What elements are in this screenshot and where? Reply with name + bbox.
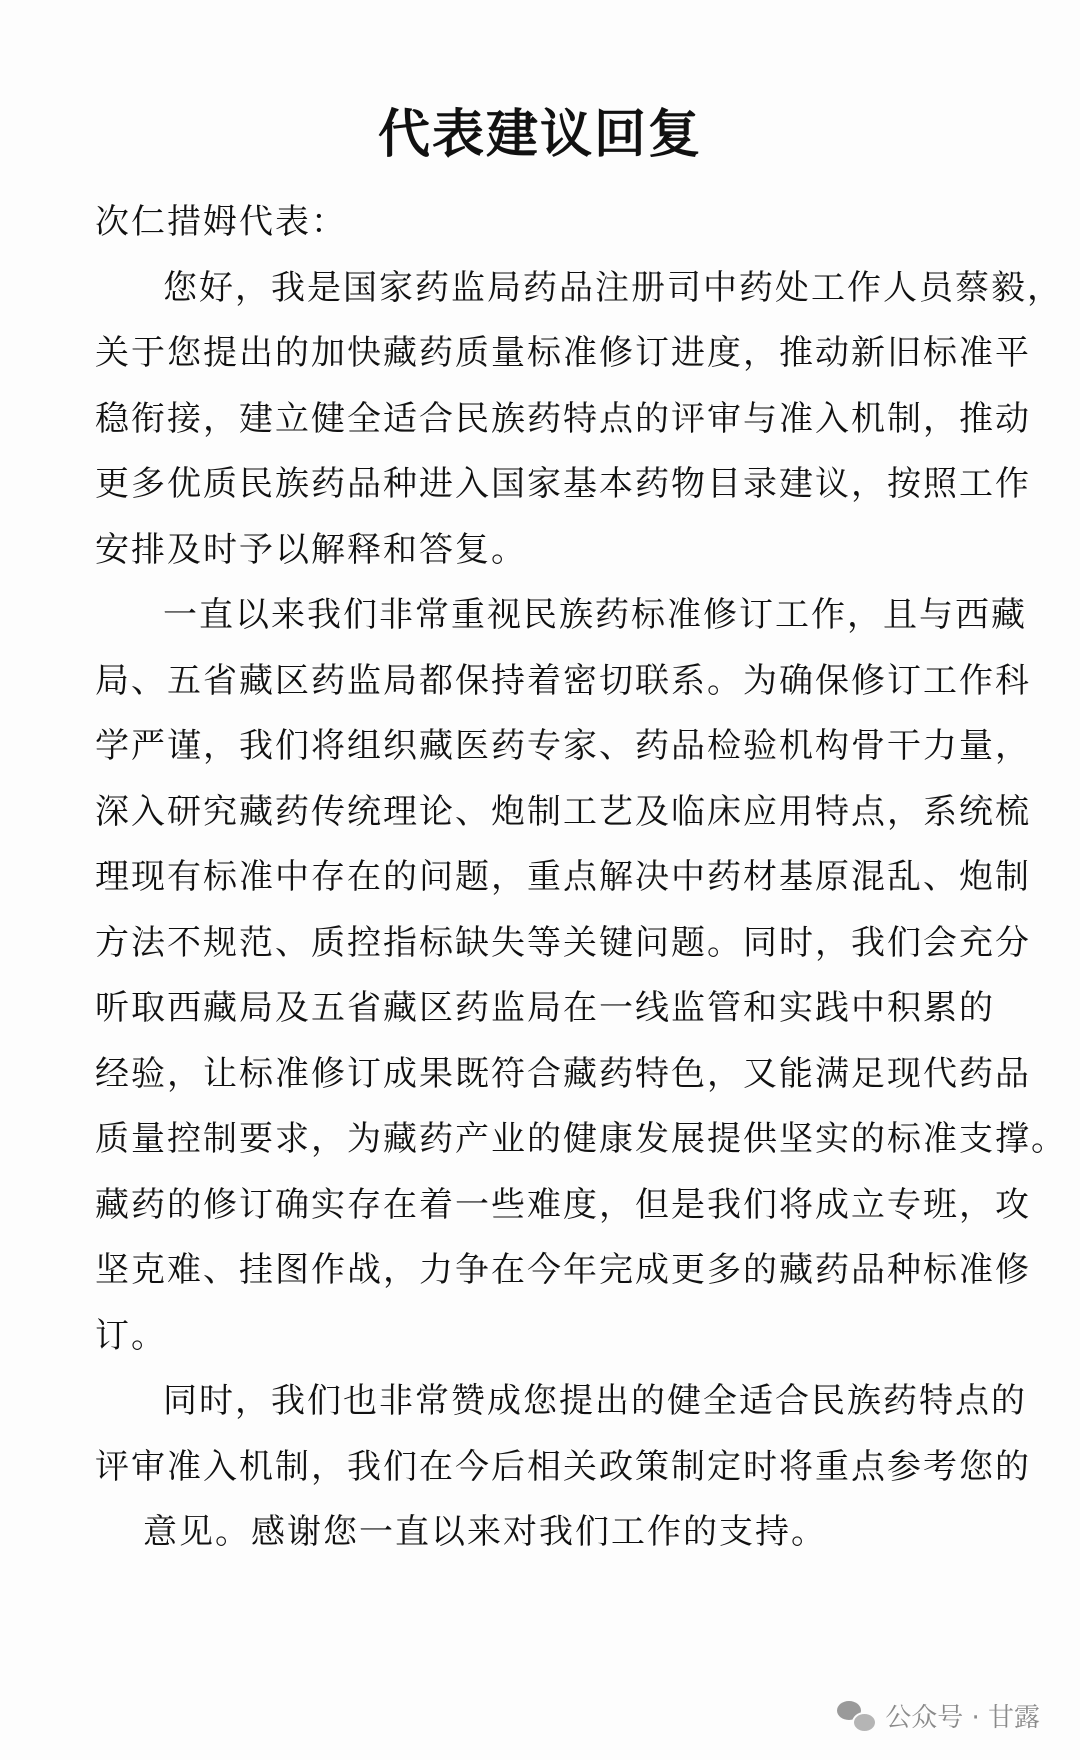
document-title: 代表建议回复 xyxy=(377,105,702,165)
paragraph-2-line-1: 一直以来我们非常重视民族药标准修订工作，且与西藏 xyxy=(163,595,1027,635)
paragraph-2-line-5: 理现有标准中存在的问题，重点解决中药材基原混乱、炮制 xyxy=(95,857,1031,897)
paragraph-2-line-8: 经验，让标准修订成果既符合藏药特色，又能满足现代药品 xyxy=(95,1053,1031,1094)
paragraph-2-line-6: 方法不规范、质控指标缺失等关键问题。同时，我们会充分 xyxy=(95,922,1031,963)
paragraph-2-line-9: 质量控制要求，为藏药产业的健康发展提供坚实的标准支撑。 xyxy=(95,1119,1067,1159)
paragraph-2-line-3: 学严谨，我们将组织藏医药专家、药品检验机构骨干力量， xyxy=(95,726,1031,766)
paragraph-1-line-4: 更多优质民族药品种进入国家基本药物目录建议，按照工作 xyxy=(95,464,1031,504)
paragraph-2-line-10: 藏药的修订确实存在着一些难度，但是我们将成立专班，攻 xyxy=(95,1184,1031,1225)
paragraph-1-line-1: 您好，我是国家药监局药品注册司中药处工作人员蔡毅， xyxy=(163,267,1063,308)
salutation: 次仁措姆代表： xyxy=(95,202,347,242)
paragraph-2-line-7: 听取西藏局及五省藏区药监局在一线监管和实践中积累的 xyxy=(95,988,995,1028)
wechat-icon xyxy=(837,1701,875,1731)
watermark-text: 公众号 · 甘露 xyxy=(885,1703,1040,1733)
paragraph-2-line-4: 深入研究藏药传统理论、炮制工艺及临床应用特点，系统梳 xyxy=(95,791,1031,832)
paragraph-1-line-5: 安排及时予以解释和答复。 xyxy=(95,529,527,570)
paragraph-3-line-2: 评审准入机制，我们在今后相关政策制定时将重点参考您的 xyxy=(95,1446,1031,1487)
paragraph-1-line-3: 稳衔接，建立健全适合民族药特点的评审与准入机制，推动 xyxy=(95,398,1031,439)
paragraph-2-line-11: 坚克难、挂图作战，力争在今年完成更多的藏药品种标准修 xyxy=(95,1250,1031,1290)
paragraph-1-line-2: 关于您提出的加快藏药质量标准修订进度，推动新旧标准平 xyxy=(95,333,1031,373)
closing-line: 意见。感谢您一直以来对我们工作的支持。 xyxy=(143,1512,827,1552)
watermark xyxy=(837,1697,1040,1734)
paragraph-2-line-12: 订。 xyxy=(95,1315,167,1356)
document-body xyxy=(95,190,1067,1566)
paragraph-3-line-1: 同时，我们也非常赞成您提出的健全适合民族药特点的 xyxy=(163,1381,1027,1421)
paragraph-2-line-2: 局、五省藏区药监局都保持着密切联系。为确保修订工作科 xyxy=(95,660,1031,701)
